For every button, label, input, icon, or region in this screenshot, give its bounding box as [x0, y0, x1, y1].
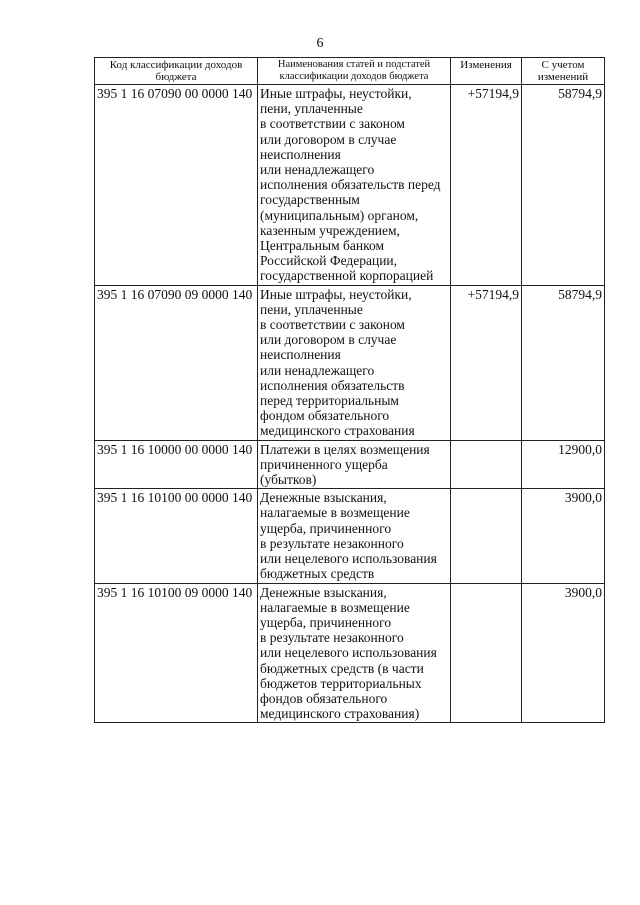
row-name-line: или нецелевого использования: [260, 645, 437, 661]
row-change: [451, 489, 522, 583]
row-code: 395 1 16 10100 00 0000 140: [95, 489, 258, 583]
row-name-line: ущерба, причиненного: [260, 614, 392, 630]
row-name-line: или договором в случае: [260, 131, 397, 147]
row-name-line: государственной корпорацией: [260, 268, 434, 284]
row-name-line: пени, уплаченные: [260, 301, 363, 317]
header-name: Наименования статей и подстатей классификации доходов бюджета: [258, 58, 451, 85]
row-name-line: фондом обязательного: [260, 408, 390, 424]
row-name-line: фондов обязательного: [260, 690, 388, 706]
header-total: С учетом изменений: [522, 58, 605, 85]
row-change: +57194,9: [451, 85, 522, 286]
row-name-line: или договором в случае: [260, 332, 397, 348]
row-code: 395 1 16 07090 09 0000 140: [95, 285, 258, 440]
row-change: +57194,9: [451, 285, 522, 440]
row-code: 395 1 16 10100 09 0000 140: [95, 583, 258, 723]
table-row: [95, 85, 605, 286]
row-name-line: Центральным банком: [260, 238, 384, 254]
table-row: [95, 285, 605, 440]
row-name: [258, 440, 451, 489]
row-name-line: перед территориальным: [260, 393, 399, 409]
row-name-line: Российской Федерации,: [260, 253, 398, 269]
row-name-line: (муниципальным) органом,: [260, 207, 419, 223]
row-total: 58794,9: [522, 85, 605, 286]
row-name-line: или ненадлежащего: [260, 362, 375, 378]
table-row: [95, 583, 605, 723]
row-name-line: (убытков): [260, 472, 317, 488]
budget-revenue-table: [94, 57, 605, 723]
row-name-line: Платежи в целях возмещения: [260, 441, 430, 457]
row-change: [451, 440, 522, 489]
row-name-line: государственным: [260, 192, 360, 208]
row-name-line: ущерба, причиненного: [260, 520, 392, 536]
row-name-line: медицинского страхования: [260, 423, 415, 439]
row-name-line: в соответствии с законом: [260, 116, 405, 132]
table-row: [95, 489, 605, 583]
row-name: [258, 489, 451, 583]
row-total: 12900,0: [522, 440, 605, 489]
row-name-line: пени, уплаченные: [260, 101, 363, 117]
header-code: Код классификации доходов бюджета: [95, 58, 258, 85]
row-name-line: исполнения обязательств: [260, 377, 405, 393]
row-name-line: бюджетов территориальных: [260, 675, 422, 691]
row-name-line: Иные штрафы, неустойки,: [260, 86, 412, 101]
row-name-line: или нецелевого использования: [260, 551, 437, 567]
row-name-line: бюджетных средств: [260, 566, 375, 582]
row-name: [258, 85, 451, 286]
table-header-row: [95, 58, 605, 85]
row-name-line: Денежные взыскания,: [260, 584, 387, 600]
header-change: Изменения: [451, 58, 522, 85]
row-name-line: налагаемые в возмещение: [260, 599, 410, 615]
row-name-line: Иные штрафы, неустойки,: [260, 286, 412, 302]
row-change: [451, 583, 522, 723]
page-number: 6: [316, 36, 324, 51]
row-name-line: медицинского страхования): [260, 706, 420, 722]
row-code: 395 1 16 07090 00 0000 140: [95, 85, 258, 286]
row-name: [258, 285, 451, 440]
row-name-line: в результате незаконного: [260, 630, 404, 646]
row-name-line: в результате незаконного: [260, 535, 404, 551]
row-code: 395 1 16 10000 00 0000 140: [95, 440, 258, 489]
row-name-line: или ненадлежащего: [260, 162, 375, 178]
row-total: 3900,0: [522, 489, 605, 583]
row-total: 58794,9: [522, 285, 605, 440]
row-name-line: причиненного ущерба: [260, 456, 388, 472]
row-total: 3900,0: [522, 583, 605, 723]
row-name-line: налагаемые в возмещение: [260, 505, 410, 521]
row-name-line: казенным учреждением,: [260, 222, 400, 238]
row-name: [258, 583, 451, 723]
row-name-line: бюджетных средств (в части: [260, 660, 424, 676]
row-name-line: Денежные взыскания,: [260, 490, 387, 506]
table-body: [95, 85, 605, 723]
table-row: [95, 440, 605, 489]
row-name-line: в соответствии с законом: [260, 317, 405, 333]
row-name-line: исполнения обязательств перед: [260, 177, 441, 193]
row-name-line: неисполнения: [260, 347, 341, 363]
row-name-line: неисполнения: [260, 146, 341, 162]
